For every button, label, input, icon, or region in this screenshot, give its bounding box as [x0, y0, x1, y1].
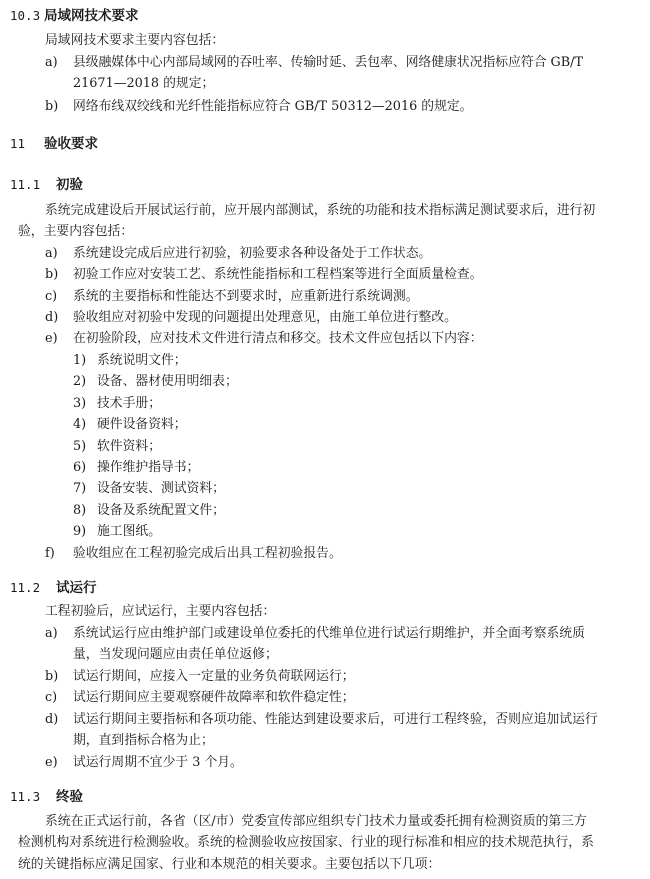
list-marker: 5)	[73, 439, 87, 454]
list-text-continued: 21671—2018 的规定；	[73, 76, 215, 91]
sub-list-item	[73, 350, 187, 371]
section-11-1-heading	[10, 173, 83, 193]
list-marker: b)	[45, 669, 59, 684]
sub-list-item	[73, 500, 225, 521]
list-item	[45, 264, 483, 285]
paragraph: 工程初验后，应试运行，主要内容包括：	[45, 604, 276, 619]
list-item	[45, 687, 355, 708]
list-marker: 3)	[73, 396, 87, 411]
paragraph-continued: 检测机构对系统进行检测验收。系统的检测验收应按国家、行业的现行标准和相应的技术规范执行，系	[18, 835, 594, 850]
section-11-2-heading	[10, 576, 97, 596]
list-text-continued: 量，当发现问题应由责任单位返修；	[73, 647, 278, 662]
list-marker: e)	[45, 331, 58, 346]
list-item	[45, 243, 431, 264]
list-text: 初验工作应对安装工艺、系统性能指标和工程档案等进行全面质量检查。	[73, 267, 483, 282]
list-marker: 9)	[73, 524, 87, 539]
paragraph-continued: 验，主要内容包括：	[18, 224, 134, 239]
section-title: 局域网技术要求	[44, 8, 139, 24]
list-item	[45, 709, 598, 730]
paragraph-continued: 统的关键指标应满足国家、行业和本规范的相关要求。主要包括以下几项：	[18, 857, 441, 872]
section-title: 试运行	[56, 580, 97, 596]
list-marker: b)	[45, 267, 59, 282]
sub-list-item	[73, 436, 161, 457]
list-marker: f)	[45, 546, 55, 561]
section-11-heading	[10, 132, 98, 152]
list-text: 网络布线双绞线和光纤性能指标应符合 GB/T 50312—2016 的规定。	[73, 99, 473, 114]
paragraph: 局域网技术要求主要内容包括：	[45, 33, 225, 48]
list-text: 系统试运行应由维护部门或建设单位委托的代维单位进行试运行期维护，并全面考察系统质	[73, 626, 585, 641]
list-text: 技术手册；	[97, 396, 161, 411]
list-item	[45, 752, 243, 773]
section-number: 10.3	[10, 8, 41, 23]
sub-list-item	[73, 457, 199, 478]
section-title: 终验	[56, 789, 83, 805]
list-marker: 2)	[73, 374, 87, 389]
list-text: 设备安装、测试资料；	[97, 481, 225, 496]
list-text: 系统建设完成后应进行初验，初验要求各种设备处于工作状态。	[73, 246, 432, 261]
list-marker: 8)	[73, 503, 87, 518]
list-marker: d)	[45, 310, 59, 325]
section-number: 11.3	[10, 789, 41, 804]
list-marker: 4)	[73, 417, 87, 432]
list-item	[45, 623, 585, 644]
list-text: 设备及系统配置文件；	[97, 503, 225, 518]
section-number: 11.1	[10, 177, 41, 192]
list-text: 设备、器材使用明细表；	[97, 374, 238, 389]
list-marker: c)	[45, 690, 58, 705]
list-item	[45, 52, 583, 73]
list-marker: 1)	[73, 353, 87, 368]
list-marker: e)	[45, 755, 58, 770]
section-number: 11	[10, 136, 26, 151]
sub-list-item	[73, 414, 187, 435]
paragraph: 系统完成建设后开展试运行前，应开展内部测试，系统的功能和技术指标满足测试要求后，进行初	[45, 203, 596, 218]
list-text-continued: 期，直到指标合格为止；	[73, 733, 214, 748]
section-11-3-heading	[10, 785, 83, 805]
list-marker: a)	[45, 55, 58, 70]
list-text: 试运行期间，应接入一定量的业务负荷联网运行；	[73, 669, 355, 684]
list-item	[45, 666, 355, 687]
section-number: 11.2	[10, 580, 41, 595]
list-text: 系统的主要指标和性能达不到要求时，应重新进行系统调测。	[73, 289, 419, 304]
list-text: 施工图纸。	[97, 524, 161, 539]
section-10-3-heading	[10, 4, 139, 24]
list-item	[45, 307, 457, 328]
list-item	[45, 328, 483, 349]
list-text: 操作维护指导书；	[97, 460, 200, 475]
list-marker: 6)	[73, 460, 87, 475]
paragraph: 系统在正式运行前，各省（区/市）党委宣传部应组织专门技术力量或委托拥有检测资质的第三方	[45, 814, 587, 829]
list-text: 硬件设备资料；	[97, 417, 187, 432]
section-title: 初验	[56, 177, 83, 193]
list-marker: 7)	[73, 481, 87, 496]
section-title: 验收要求	[44, 136, 98, 152]
list-item	[45, 286, 419, 307]
list-text: 试运行期间应主要观察硬件故障率和软件稳定性；	[73, 690, 355, 705]
list-text: 验收组应在工程初验完成后出具工程初验报告。	[73, 546, 342, 561]
list-marker: a)	[45, 246, 58, 261]
list-text: 系统说明文件；	[97, 353, 187, 368]
list-text: 在初验阶段，应对技术文件进行清点和移交。技术文件应包括以下内容：	[73, 331, 483, 346]
sub-list-item	[73, 371, 238, 392]
list-marker: c)	[45, 289, 58, 304]
sub-list-item	[73, 478, 225, 499]
list-marker: b)	[45, 99, 59, 114]
list-item	[45, 543, 342, 564]
list-text: 软件资料；	[97, 439, 161, 454]
list-text: 试运行周期不宜少于 3 个月。	[73, 755, 243, 770]
list-marker: d)	[45, 712, 59, 727]
list-marker: a)	[45, 626, 58, 641]
sub-list-item	[73, 393, 161, 414]
list-text: 验收组应对初验中发现的问题提出处理意见，由施工单位进行整改。	[73, 310, 457, 325]
sub-list-item	[73, 521, 161, 542]
list-text: 试运行期间主要指标和各项功能、性能达到建设要求后，可进行工程终验，否则应追加试运行	[73, 712, 598, 727]
list-text: 县级融媒体中心内部局域网的吞吐率、传输时延、丢包率、网络健康状况指标应符合 GB/T	[73, 55, 584, 70]
list-item	[45, 96, 472, 117]
